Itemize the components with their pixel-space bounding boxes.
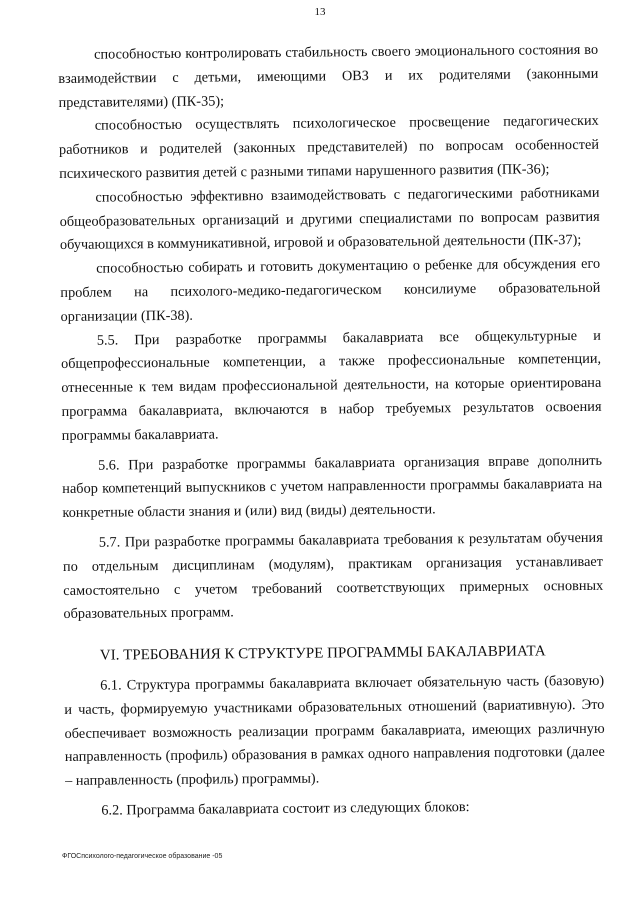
document-body <box>58 39 605 824</box>
paragraph-pk35: способностью контролировать стабильность своего эмоционального состояния во взаимодействии с детьми, имеющими ОВЗ и их родителями (законными представителями) (ПК-35); <box>58 41 599 111</box>
paragraph-pk36: способностью осуществлять психологическое просвещение педагогических работников и родителей (законных представителей) по вопросам особенностей психического развития детей с разными типами нарушенного развития (ПК-36); <box>58 113 600 182</box>
paragraph-pk38: способностью собирать и готовить документацию о ребенке для обсуждения его проблем на психолого-медико-педагогическом консилиуме образовательной организации (ПК-38). <box>60 255 601 325</box>
footer-note: ФГОСпсихолого-педагогическое образование -05 <box>62 853 223 860</box>
page-number: 13 <box>314 6 326 18</box>
paragraph-5-6: 5.6. При разработке программы бакалавриата организация вправе дополнить набор компетенций выпускников с учетом направленности программы бакалавриата на конкретные области знания и (или) вид (виды) деятельности. <box>62 452 603 522</box>
paragraph-pk37: способностью эффективно взаимодействовать с педагогическими работниками общеобразовательных организаций и другими специалистами по вопросам развития обучающихся в коммуникативной, игровой и образовательной деятельности (ПК-37); <box>59 184 600 254</box>
paragraph-6-2: 6.2. Программа бакалавриата состоит из следующих блоков: <box>101 798 470 819</box>
paragraph-5-5: 5.5. При разработке программы бакалавриата все общекультурные и общепрофессиональные компетенции, а также профессиональные компетенции, отнесенные к тем видам профессиональной деятельности, на которые ориентирована программа бакалавриата, включаются в набор требуемых результатов освоения программы бакалавриата. <box>60 327 602 444</box>
paragraph-6-1: 6.1. Структура программы бакалавриата включает обязательную часть (базовую) и часть, формируемую участниками образовательных отношений (вариативную). Это обеспечивает возможность реализации программ бакалавриата, имеющих различную направленность (профиль) образования в рамках одного направления подготовки (далее – направленность (профиль) программы). <box>64 672 605 790</box>
paragraph-5-7: 5.7. При разработке программы бакалавриата требования к результатам обучения по отдельным дисциплинам (модулям), практикам организация устанавливает самостоятельно с учетом требований соответствующих примерных основных образовательных программ. <box>62 529 604 623</box>
section-heading: VI. ТРЕБОВАНИЯ К СТРУКТУРЕ ПРОГРАММЫ БАКАЛАВРИАТА <box>99 643 546 664</box>
